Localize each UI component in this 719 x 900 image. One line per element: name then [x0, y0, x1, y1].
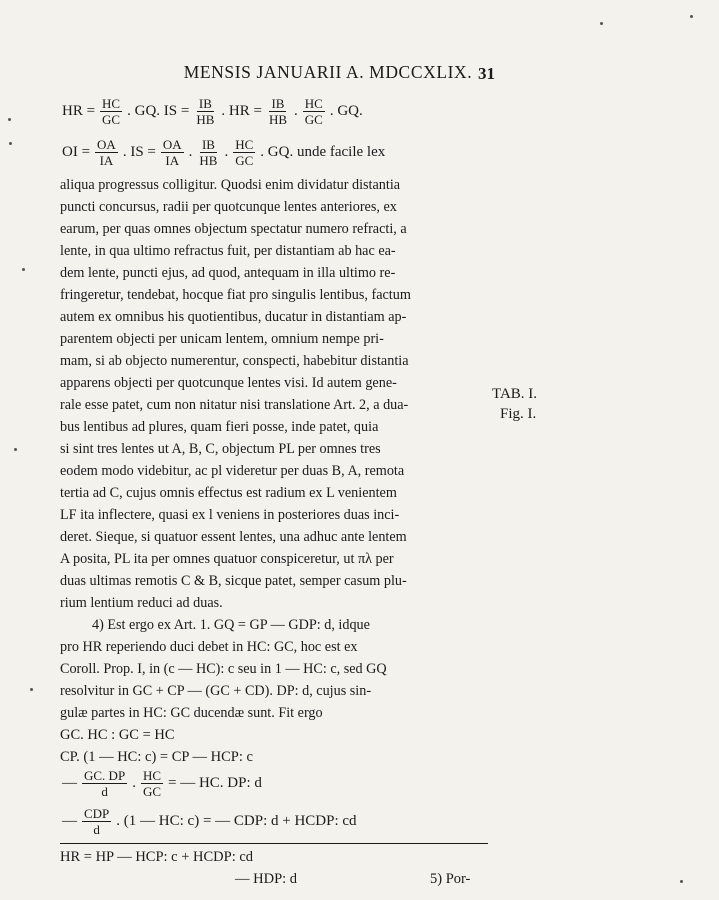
sum-rule — [60, 843, 488, 844]
text-line: autem ex omnibus his quotientibus, ducatur in distantiam ap- — [60, 309, 407, 325]
calc-row-4-rhs: . (1 — HC: c) = — CDP: d + HCDP: cd — [116, 813, 357, 829]
text-line: earum, per quas omnes objectum spectatur numero refracti, a — [60, 221, 407, 237]
eq1-f3-den: HB — [268, 112, 287, 127]
eq1-f3-num: IB — [271, 96, 285, 111]
eq2-fraction-2 — [161, 137, 184, 168]
calc-row-3-fraction-2 — [141, 768, 163, 799]
text-line: 4) Est ergo ex Art. 1. GQ = GP — GDP: d, idque — [92, 617, 370, 633]
eq2-f2-num: OA — [162, 137, 182, 152]
text-line: duas ultimas remotis C & B, sicque patet, semper casum plu- — [60, 573, 407, 589]
scan-speck — [9, 142, 12, 145]
scan-speck — [690, 15, 693, 18]
eq2-fraction-3 — [197, 137, 219, 168]
catchword: 5) Por- — [430, 871, 471, 887]
page-number: 31 — [478, 64, 495, 83]
calc-row-3-minus: — — [62, 775, 77, 791]
eq1-fraction-3 — [267, 96, 289, 127]
text-line: mam, si ab objecto numerentur, conspecti, habebitur distantia — [60, 353, 409, 369]
eq1-text-4: . GQ. — [329, 103, 363, 119]
calc-row-3-f1-den: d — [101, 784, 108, 799]
text-line: lente, in qua ultimo refractus fuit, per distantiam ab hac ea- — [60, 243, 396, 259]
calc-row-3-f1-num: GC. DP — [84, 768, 126, 783]
calc-row-4-f-num: CDP — [84, 806, 110, 821]
text-line: resolvitur in GC + CP — (GC + CD). DP: d, cujus sin- — [60, 683, 372, 699]
scan-speck — [600, 22, 603, 25]
text-line: tertia ad C, cujus omnis effectus est radium ex L venientem — [60, 485, 397, 501]
equation-oi — [60, 137, 387, 168]
text-line: aliqua progressus colligitur. Quodsi enim dividatur distantia — [60, 177, 401, 193]
eq1-f2-num: IB — [198, 96, 212, 111]
eq2-text-1: . IS = — [122, 144, 156, 160]
calc-row-1: GC. HC : GC = HC — [60, 727, 175, 743]
text-line: rium lentium reduci ad duas. — [60, 595, 223, 611]
scan-speck — [8, 118, 11, 121]
eq2-f3-den: HB — [199, 153, 218, 168]
calc-row-result: HR = HP — HCP: c + HCDP: cd — [60, 849, 254, 865]
eq2-text-3: . — [224, 144, 229, 160]
calc-row-4-minus: — — [62, 813, 77, 829]
eq2-f1-den: IA — [99, 153, 114, 168]
eq2-f2-den: IA — [165, 153, 180, 168]
eq2-text-2: . — [188, 144, 193, 160]
eq2-fraction-4 — [233, 137, 255, 168]
text-line: dem lente, puncti ejus, ad quod, antequam in illa ultimo re- — [60, 265, 396, 281]
calc-row-2: CP. (1 — HC: c) = CP — HCP: c — [60, 749, 253, 765]
calc-row-4 — [60, 806, 359, 837]
eq2-fraction-1 — [95, 137, 118, 168]
eq1-f4-num: HC — [304, 96, 323, 111]
text-line: rale esse patet, cum non nitatur nisi translatione Art. 2, a dua- — [60, 397, 409, 413]
eq1-fraction-2 — [194, 96, 216, 127]
text-line: bus lentibus ad plures, quam fieri posse, inde patet, quia — [60, 419, 379, 435]
calc-row-3-f2-den: GC — [142, 784, 161, 799]
text-line: LF ita inflectere, quasi ex l veniens in posteriores duas inci- — [60, 507, 400, 523]
text-line: pro HR reperiendo duci debet in HC: GC, hoc est ex — [60, 639, 358, 655]
margin-note-figure: Fig. I. — [500, 406, 537, 422]
eq1-f1-den: GC — [102, 112, 121, 127]
equation-hr — [60, 96, 365, 127]
eq1-text-3: . — [294, 103, 298, 119]
eq1-text-2: . HR = — [221, 103, 262, 119]
text-line: fringeretur, tendebat, hocque fiat pro singulis lentibus, factum — [60, 287, 411, 303]
text-line: apparens objecti per quotcunque lentes visi. Id autem gene- — [60, 375, 397, 391]
calc-row-4-fraction — [82, 806, 111, 837]
text-line: si sint tres lentes ut A, B, C, objectum PL per omnes tres — [60, 441, 381, 457]
calc-row-3-dot: . — [132, 775, 136, 791]
eq1-fraction-4 — [303, 96, 325, 127]
scan-speck — [14, 448, 17, 451]
scan-speck — [680, 880, 683, 883]
text-line: gulæ partes in HC: GC ducendæ sunt. Fit ergo — [60, 705, 323, 721]
running-head: MENSIS JANUARII A. MDCCXLIX. — [183, 62, 473, 82]
eq2-f4-den: GC — [235, 153, 254, 168]
calc-row-last: — HDP: d — [235, 871, 298, 887]
eq1-lhs: HR = — [62, 103, 96, 119]
eq1-f4-den: GC — [304, 112, 323, 127]
calc-row-4-f-den: d — [93, 822, 100, 837]
text-line: eodem modo videbitur, ac pl videretur per duas B, A, remota — [60, 463, 405, 479]
margin-note-table: TAB. I. — [492, 386, 538, 402]
eq1-f2-den: HB — [196, 112, 215, 127]
calc-row-3 — [60, 768, 264, 799]
calc-row-3-fraction-1 — [82, 768, 127, 799]
eq1-text-1: . GQ. IS = — [127, 103, 190, 119]
eq2-f1-num: OA — [97, 137, 116, 152]
text-line: Coroll. Prop. I, in (c — HC): c seu in 1 — HC: c, sed GQ — [60, 661, 387, 677]
text-line: A posita, PL ita per omnes quatuor conspiceretur, ut πλ per — [60, 551, 394, 567]
eq2-text-4: . GQ. unde facile lex — [260, 144, 386, 160]
eq1-f1-num: HC — [102, 96, 121, 111]
eq2-f3-num: IB — [201, 137, 215, 152]
calc-row-3-rhs: = — HC. DP: d — [168, 775, 262, 791]
eq1-fraction-1 — [100, 96, 122, 127]
scan-speck — [22, 268, 25, 271]
eq2-lhs: OI = — [62, 144, 91, 160]
text-line: deret. Sieque, si quatuor essent lentes, una adhuc ante lentem — [60, 529, 407, 545]
scan-speck — [30, 688, 33, 691]
eq2-f4-num: HC — [235, 137, 254, 152]
calc-row-3-f2-num: HC — [142, 768, 161, 783]
text-line: puncti concursus, radii per quotcunque lentes anteriores, ex — [60, 199, 397, 215]
text-line: parentem objecti per unicam lentem, omnium nempe pri- — [60, 331, 384, 347]
